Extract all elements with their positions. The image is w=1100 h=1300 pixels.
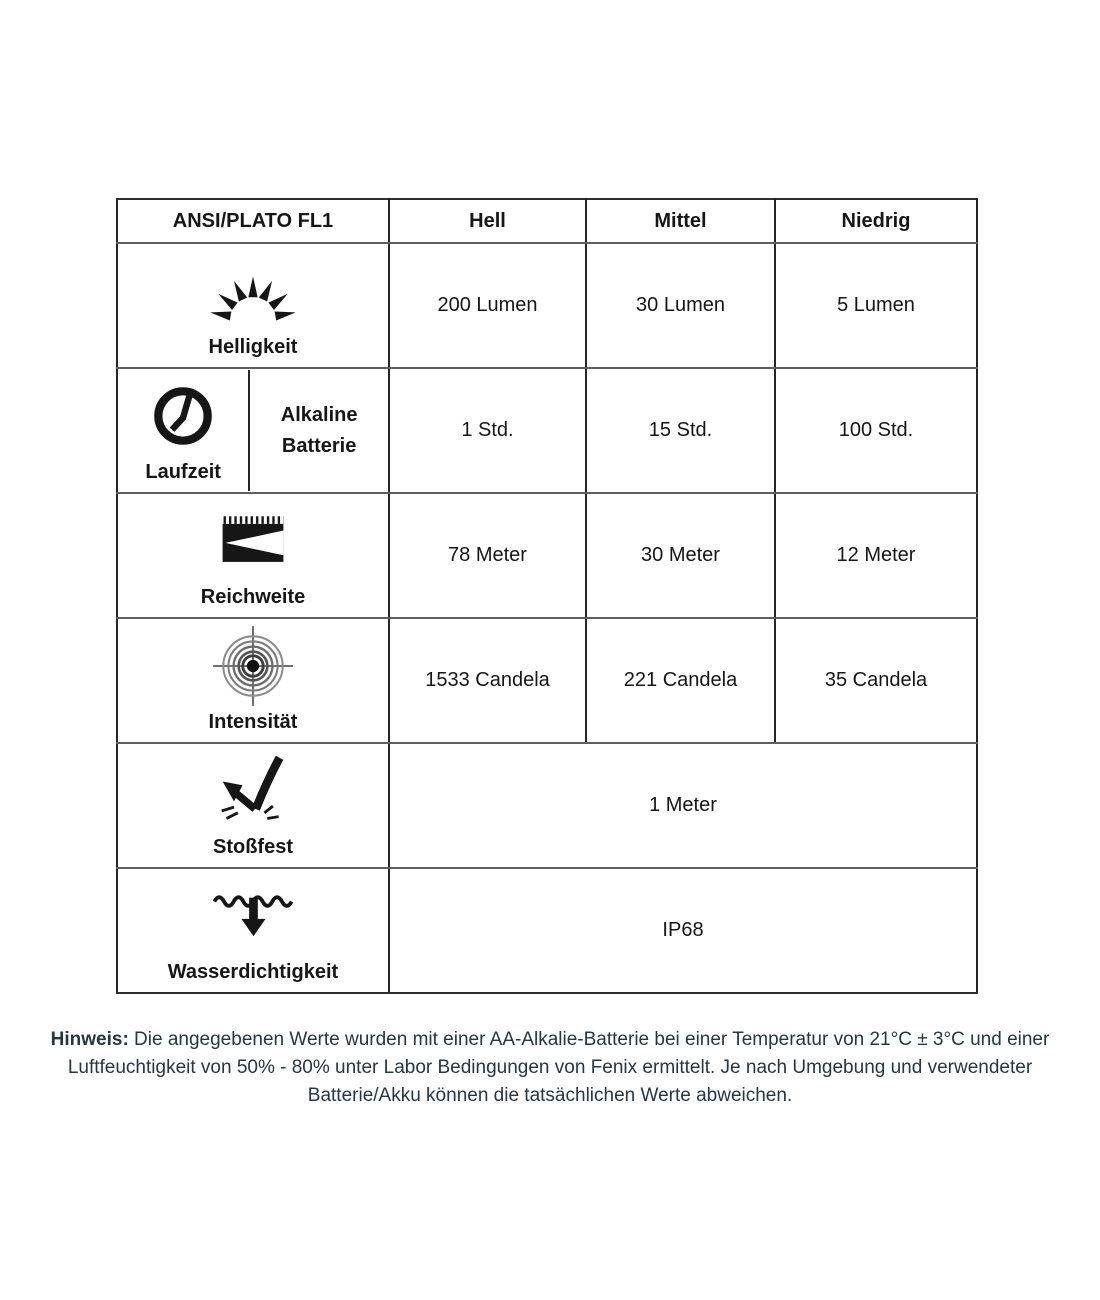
reichweite-label-cell	[117, 493, 389, 618]
clock-icon	[151, 384, 215, 448]
reichweite-niedrig-value: 12 Meter	[775, 493, 977, 618]
row-reichweite	[117, 493, 977, 618]
wasserdichtigkeit-label: Wasserdichtigkeit	[167, 961, 339, 983]
row-intensitaet	[117, 618, 977, 743]
helligkeit-mittel-value: 30 Lumen	[586, 243, 775, 368]
helligkeit-label-cell	[117, 243, 389, 368]
footnote	[0, 1026, 1100, 1110]
laufzeit-niedrig-value: 100 Std.	[775, 368, 977, 493]
row-stossfest	[117, 743, 977, 868]
helligkeit-hell-value: 200 Lumen	[389, 243, 586, 368]
battery-type-label: Alkaline Batterie	[280, 403, 358, 457]
reichweite-hell-value: 78 Meter	[389, 493, 586, 618]
laufzeit-label: Laufzeit	[145, 461, 221, 483]
fl1-spec-table-wrap	[116, 198, 978, 994]
helligkeit-label: Helligkeit	[208, 336, 298, 358]
stossfest-value: 1 Meter	[389, 743, 977, 868]
header-cell-mittel: Mittel	[586, 199, 775, 243]
intensitaet-label-cell	[117, 618, 389, 743]
intensitaet-mittel-value: 221 Candela	[586, 618, 775, 743]
reichweite-mittel-value: 30 Meter	[586, 493, 775, 618]
fl1-spec-table	[116, 198, 978, 994]
intensitaet-hell-value: 1533 Candela	[389, 618, 586, 743]
row-wasserdichtigkeit	[117, 868, 977, 993]
brightness-icon	[203, 260, 303, 322]
impact-icon	[210, 754, 296, 828]
intensitaet-niedrig-value: 35 Candela	[775, 618, 977, 743]
laufzeit-mittel-value: 15 Std.	[586, 368, 775, 493]
helligkeit-niedrig-value: 5 Lumen	[775, 243, 977, 368]
stossfest-label-cell	[117, 743, 389, 868]
intensitaet-label: Intensität	[208, 711, 298, 733]
waterproof-icon	[207, 888, 299, 944]
header-cell-standard: ANSI/PLATO FL1	[117, 199, 389, 243]
wasserdichtigkeit-value: IP68	[389, 868, 977, 993]
header-cell-niedrig: Niedrig	[775, 199, 977, 243]
row-helligkeit	[117, 243, 977, 368]
footnote-line-1: Hinweis: Die angegebenen Werte wurden mit einer AA-Alkalie-Batterie bei einer Temperatur von 21°C ± 3°C und einer	[50, 1029, 1050, 1050]
footnote-label: Hinweis:	[50, 1029, 129, 1050]
header-row	[117, 199, 977, 243]
stossfest-label: Stoßfest	[213, 836, 293, 858]
reichweite-label: Reichweite	[200, 586, 306, 608]
row-laufzeit	[117, 368, 977, 493]
footnote-line-2: Luftfeuchtigkeit von 50% - 80% unter Labor Bedingungen von Fenix ermittelt. Je nach Umgebung und verwendeter	[67, 1057, 1033, 1078]
laufzeit-label-cell	[117, 368, 389, 493]
laufzeit-hell-value: 1 Std.	[389, 368, 586, 493]
header-cell-hell: Hell	[389, 199, 586, 243]
target-icon	[210, 623, 296, 709]
wasserdichtigkeit-label-cell	[117, 868, 389, 993]
beam-distance-icon	[215, 512, 291, 570]
footnote-line-3: Batterie/Akku können die tatsächlichen Werte abweichen.	[307, 1085, 793, 1106]
